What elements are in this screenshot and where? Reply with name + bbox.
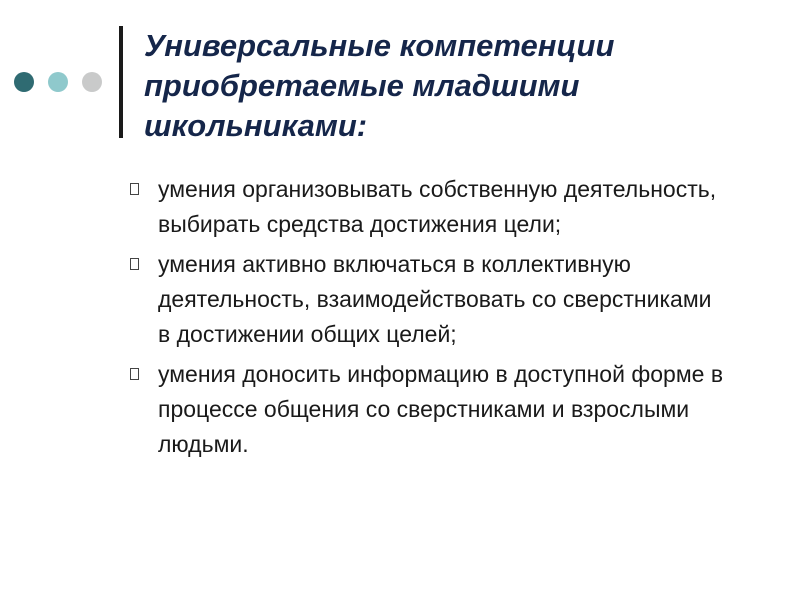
decorative-dots <box>14 72 102 92</box>
dot-light-teal <box>48 72 68 92</box>
bullet-item <box>130 357 730 462</box>
dot-dark-teal <box>14 72 34 92</box>
square-outline-icon <box>130 183 139 195</box>
dot-gray <box>82 72 102 92</box>
square-outline-icon <box>130 368 139 380</box>
bullet-item <box>130 172 730 242</box>
title-divider <box>119 26 123 138</box>
bullet-item <box>130 247 730 352</box>
bullet-text: умения активно включаться в коллективную деятельность, взаимодействовать со сверстниками в достижении общих целей; <box>158 251 712 347</box>
slide-title: Универсальные компетенции приобретаемые младшими школьниками: <box>144 28 615 143</box>
bullet-list <box>130 172 730 467</box>
square-outline-icon <box>130 258 139 270</box>
bullet-text: умения организовывать собственную деятельность, выбирать средства достижения цели; <box>158 176 717 237</box>
bullet-text: умения доносить информацию в доступной форме в процессе общения со сверстниками и взрослыми людьми. <box>158 361 724 457</box>
